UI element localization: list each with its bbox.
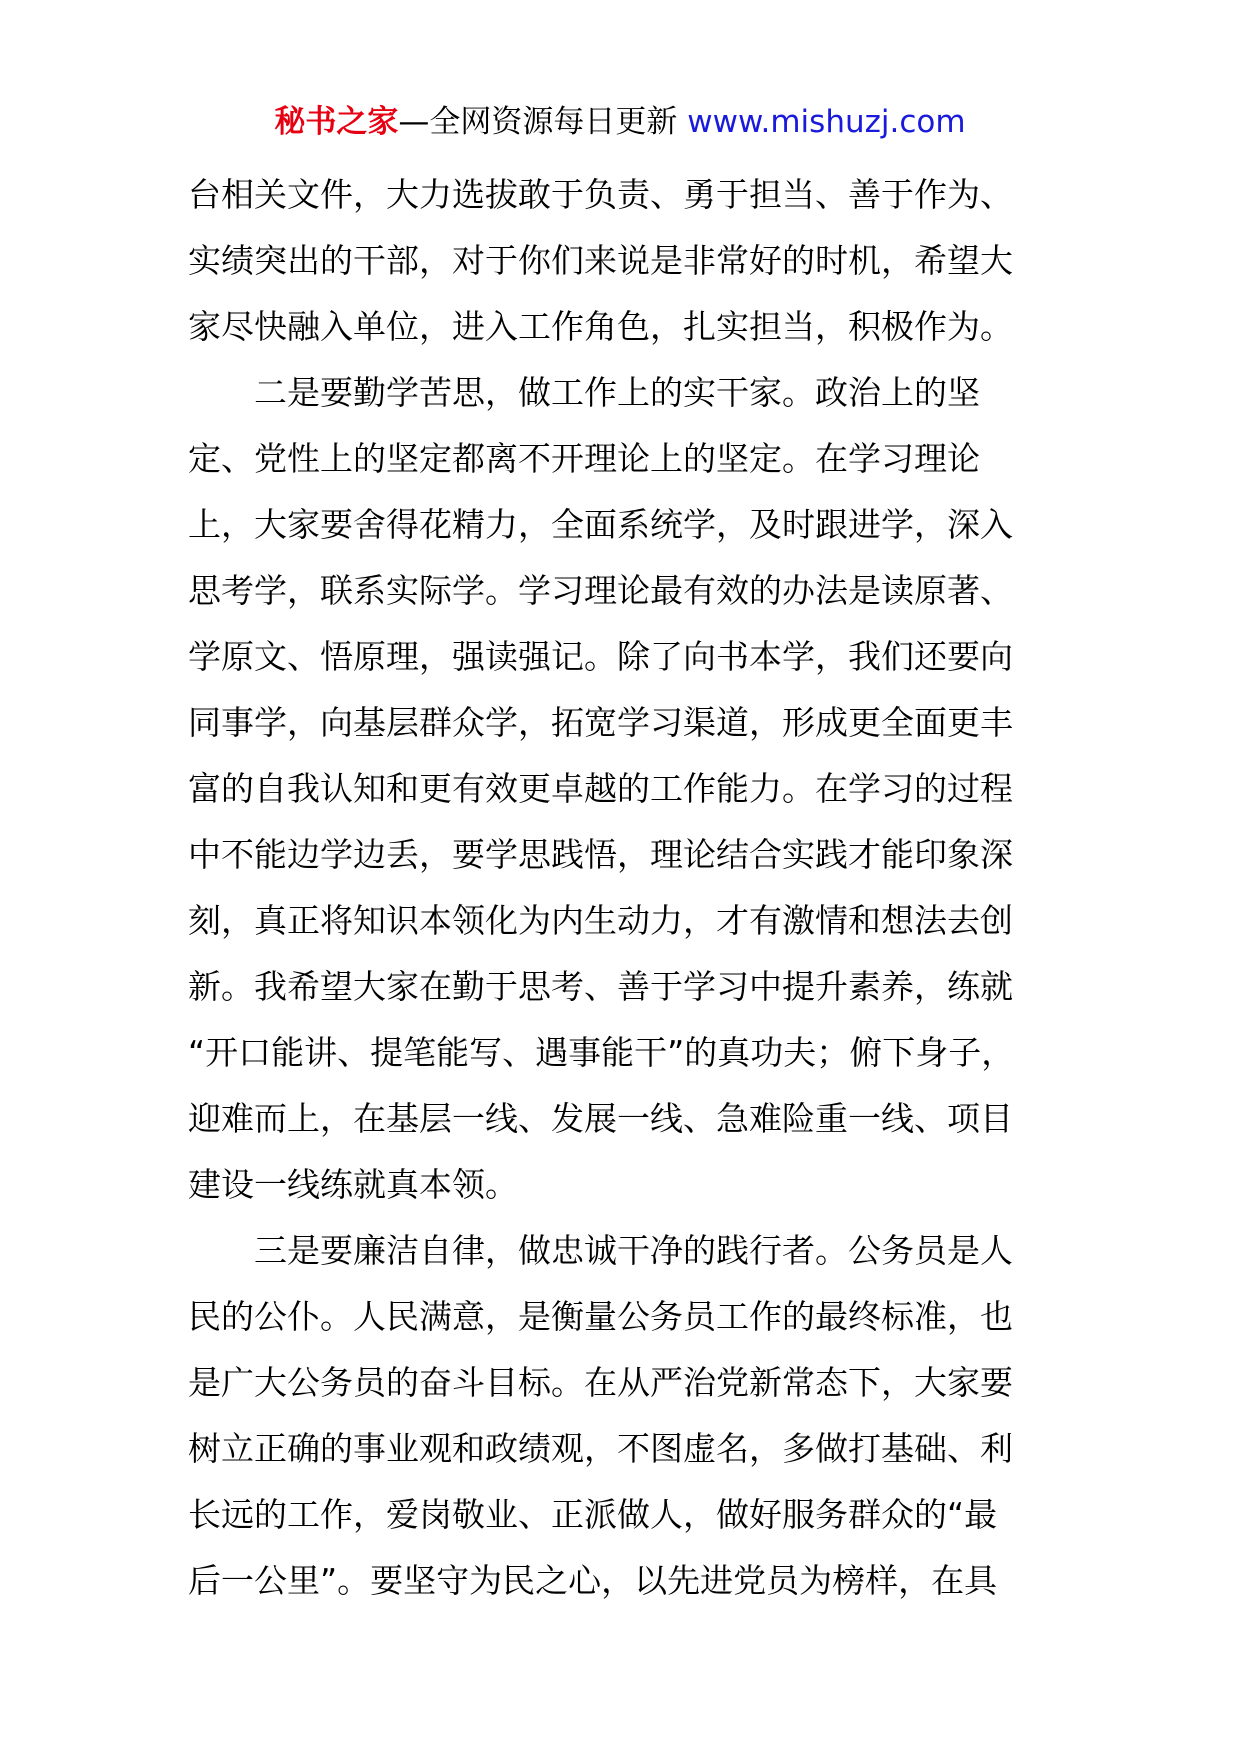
- text-line: 思考学，联系实际学。学习理论最有效的办法是读原著、: [188, 571, 1013, 610]
- text-line: 迎难而上，在基层一线、发展一线、急难险重一线、项目: [188, 1099, 1013, 1138]
- text-line: 学原文、悟原理，强读强记。除了向书本学，我们还要向: [188, 637, 1013, 676]
- page-header: [0, 100, 1240, 144]
- text-line: 长远的工作，爱岗敬业、正派做人，做好服务群众的“最: [188, 1495, 998, 1534]
- text-line: 刻，真正将知识本领化为内生动力，才有激情和想法去创: [188, 901, 1013, 940]
- text-line: 定、党性上的坚定都离不开理论上的坚定。在学习理论: [188, 439, 980, 478]
- text-line: 树立正确的事业观和政绩观，不图虚名，多做打基础、利: [188, 1429, 1013, 1468]
- text-line: 建设一线练就真本领。: [188, 1165, 518, 1204]
- text-line: 后一公里”。要坚守为民之心，以先进党员为榜样，在具: [188, 1561, 998, 1600]
- text-line: 上，大家要舍得花精力，全面系统学，及时跟进学，深入: [188, 505, 1013, 544]
- text-line: 富的自我认知和更有效更卓越的工作能力。在学习的过程: [188, 769, 1013, 808]
- brand-name: 秘书之家: [274, 104, 399, 140]
- text-line: 中不能边学边丢，要学思践悟，理论结合实践才能印象深: [188, 835, 1013, 874]
- text-line: 新。我希望大家在勤于思考、善于学习中提升素养，练就: [188, 967, 1013, 1006]
- text-line: 台相关文件，大力选拔敢于负责、勇于担当、善于作为、: [188, 175, 1013, 214]
- text-line: 实绩突出的干部，对于你们来说是非常好的时机，希望大: [188, 241, 1013, 280]
- text-line: “开口能讲、提笔能写、遇事能干”的真功夫；俯下身子，: [188, 1033, 1015, 1072]
- paragraph-start-line: 三是要廉洁自律，做忠诚干净的践行者。公务员是人: [254, 1231, 1013, 1270]
- document-body: [188, 162, 1058, 1614]
- text-line: 是广大公务员的奋斗目标。在从严治党新常态下，大家要: [188, 1363, 1013, 1402]
- paragraph-start-line: 二是要勤学苦思，做工作上的实干家。政治上的坚: [254, 373, 980, 412]
- text-line: 民的公仆。人民满意，是衡量公务员工作的最终标准，也: [188, 1297, 1013, 1336]
- site-url-link[interactable]: www.mishuzj.com: [687, 104, 966, 140]
- text-line: 家尽快融入单位，进入工作角色，扎实担当，积极作为。: [188, 307, 1013, 346]
- header-tagline: —全网资源每日更新: [398, 104, 678, 140]
- text-line: 同事学，向基层群众学，拓宽学习渠道，形成更全面更丰: [188, 703, 1013, 742]
